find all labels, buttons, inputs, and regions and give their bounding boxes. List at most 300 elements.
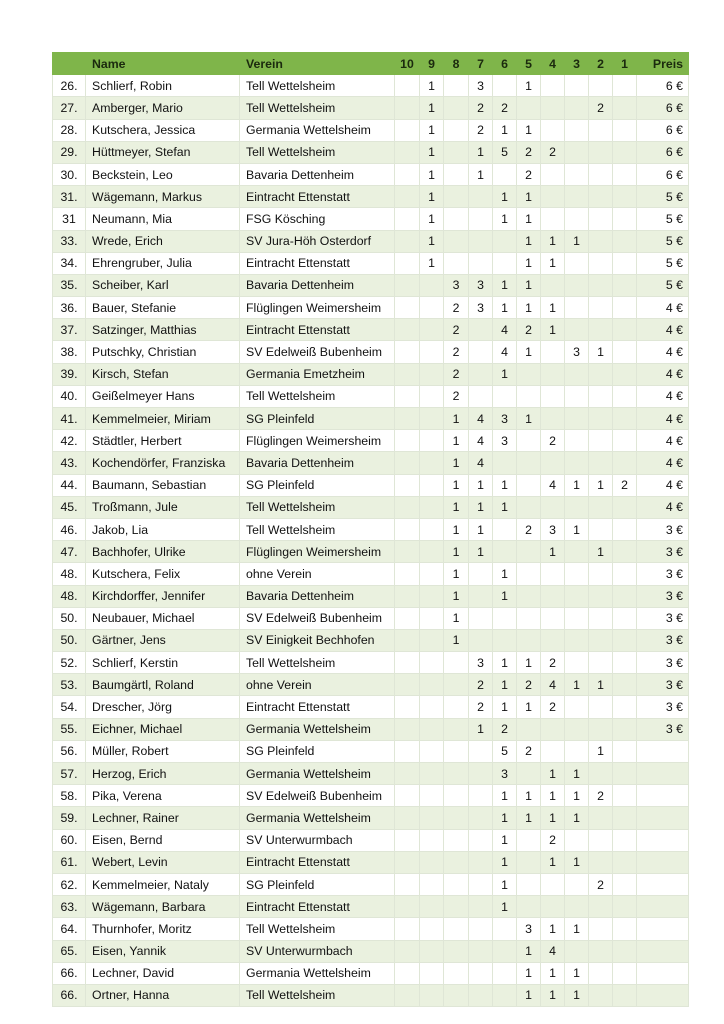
name-cell: Troßmann, Jule [86,496,240,518]
column-header: 9 [420,53,444,75]
table-row [53,629,689,651]
prize-cell [637,763,689,785]
prize-cell [637,851,689,873]
score-cell: 1 [444,408,469,430]
score-cell [420,541,444,563]
score-cell [517,718,541,740]
table-row [53,186,689,208]
score-cell [517,851,541,873]
score-cell [541,718,565,740]
table-row [53,607,689,629]
score-cell [395,230,420,252]
score-cell [541,75,565,97]
score-cell: 1 [541,297,565,319]
score-cell [517,452,541,474]
score-cell [589,696,613,718]
table-row [53,674,689,696]
rank-cell: 50. [53,607,86,629]
name-cell: Ortner, Hanna [86,984,240,1006]
score-cell [444,186,469,208]
score-cell [469,873,493,895]
score-cell [613,984,637,1006]
score-cell: 1 [589,341,613,363]
score-cell [613,563,637,585]
score-cell: 2 [517,141,541,163]
prize-cell [637,807,689,829]
score-cell [589,851,613,873]
score-cell [565,652,589,674]
score-cell: 5 [493,740,517,762]
score-cell [613,585,637,607]
score-cell [444,163,469,185]
score-cell: 2 [444,363,469,385]
prize-cell: 6 € [637,141,689,163]
prize-cell: 5 € [637,230,689,252]
score-cell [517,97,541,119]
score-cell: 1 [444,474,469,496]
club-cell: SG Pleinfeld [240,740,395,762]
score-cell: 2 [469,674,493,696]
club-cell: SV Einigkeit Bechhofen [240,629,395,651]
rank-cell: 43. [53,452,86,474]
score-cell: 1 [541,785,565,807]
score-cell [589,363,613,385]
score-cell: 1 [444,452,469,474]
table-row [53,763,689,785]
prize-cell: 4 € [637,319,689,341]
score-cell [589,408,613,430]
club-cell: Germania Emetzheim [240,363,395,385]
rank-cell: 38. [53,341,86,363]
rank-cell: 35. [53,274,86,296]
score-cell: 1 [469,518,493,540]
rank-cell: 50. [53,629,86,651]
score-cell [565,718,589,740]
name-cell: Drescher, Jörg [86,696,240,718]
score-cell: 1 [517,274,541,296]
score-cell: 1 [469,496,493,518]
score-cell: 2 [589,97,613,119]
rank-cell: 56. [53,740,86,762]
name-cell: Lechner, Rainer [86,807,240,829]
rank-cell: 33. [53,230,86,252]
name-cell: Kochendörfer, Franziska [86,452,240,474]
club-cell: Tell Wettelsheim [240,918,395,940]
score-cell [493,252,517,274]
column-header: 8 [444,53,469,75]
score-cell [444,807,469,829]
score-cell [589,297,613,319]
club-cell: Tell Wettelsheim [240,984,395,1006]
score-cell [613,851,637,873]
club-cell: Eintracht Ettenstatt [240,319,395,341]
rank-cell: 61. [53,851,86,873]
score-cell: 2 [541,696,565,718]
table-row [53,918,689,940]
score-cell: 1 [517,186,541,208]
score-cell [395,252,420,274]
prize-cell: 3 € [637,541,689,563]
score-cell: 1 [517,962,541,984]
club-cell: Tell Wettelsheim [240,75,395,97]
score-cell [589,274,613,296]
score-cell [613,785,637,807]
score-cell: 3 [469,75,493,97]
club-cell: Flüglingen Weimersheim [240,297,395,319]
name-cell: Pika, Verena [86,785,240,807]
prize-cell: 3 € [637,674,689,696]
score-cell: 4 [493,319,517,341]
score-cell [420,274,444,296]
score-cell [395,274,420,296]
name-cell: Eichner, Michael [86,718,240,740]
score-cell [420,873,444,895]
score-cell [420,629,444,651]
prize-cell: 3 € [637,696,689,718]
score-cell: 2 [444,319,469,341]
prize-cell [637,785,689,807]
table-row [53,962,689,984]
rank-cell: 36. [53,297,86,319]
score-cell [395,674,420,696]
score-cell [541,186,565,208]
score-cell [469,607,493,629]
score-cell [395,319,420,341]
score-cell [395,97,420,119]
score-cell: 1 [541,918,565,940]
score-cell: 1 [469,541,493,563]
score-cell [469,851,493,873]
score-cell: 1 [493,696,517,718]
score-cell: 1 [444,496,469,518]
score-cell [420,896,444,918]
table-row [53,252,689,274]
score-cell [395,408,420,430]
score-cell: 2 [541,141,565,163]
prize-cell [637,918,689,940]
table-row [53,851,689,873]
score-cell [589,918,613,940]
score-cell: 1 [493,785,517,807]
score-cell [565,629,589,651]
prize-cell [637,940,689,962]
club-cell: SV Unterwurmbach [240,940,395,962]
score-cell: 2 [517,674,541,696]
score-cell [395,75,420,97]
name-cell: Müller, Robert [86,740,240,762]
score-cell: 1 [420,97,444,119]
score-cell [541,408,565,430]
score-cell [420,319,444,341]
table-row [53,408,689,430]
prize-cell: 6 € [637,97,689,119]
club-cell: SG Pleinfeld [240,474,395,496]
score-cell [613,740,637,762]
score-cell [444,918,469,940]
column-header: Preis [637,53,689,75]
score-cell: 1 [565,763,589,785]
prize-cell: 5 € [637,252,689,274]
score-cell [565,452,589,474]
score-cell [420,385,444,407]
score-cell [589,652,613,674]
score-cell: 1 [420,252,444,274]
score-cell [395,474,420,496]
score-cell [420,829,444,851]
score-cell [613,896,637,918]
score-cell [493,629,517,651]
rank-cell: 30. [53,163,86,185]
score-cell [613,496,637,518]
prize-cell: 4 € [637,452,689,474]
score-cell [444,873,469,895]
score-cell [613,141,637,163]
score-cell [565,696,589,718]
score-cell [444,75,469,97]
rank-cell: 45. [53,496,86,518]
name-cell: Kirchdorffer, Jennifer [86,585,240,607]
rank-cell: 40. [53,385,86,407]
score-cell: 1 [493,873,517,895]
score-cell [589,186,613,208]
score-cell [420,563,444,585]
score-cell [541,452,565,474]
score-cell: 1 [493,851,517,873]
score-cell [395,341,420,363]
score-cell [565,274,589,296]
score-cell: 1 [541,541,565,563]
score-cell: 1 [517,785,541,807]
score-cell [589,962,613,984]
score-cell [420,496,444,518]
rank-cell: 54. [53,696,86,718]
score-cell: 1 [420,141,444,163]
score-cell [444,740,469,762]
score-cell [420,430,444,452]
score-cell [469,230,493,252]
score-cell [589,208,613,230]
score-cell: 1 [517,652,541,674]
score-cell [613,674,637,696]
score-cell: 1 [493,674,517,696]
score-cell [469,629,493,651]
name-cell: Putschky, Christian [86,341,240,363]
score-cell [565,297,589,319]
score-cell: 1 [565,807,589,829]
prize-cell: 3 € [637,629,689,651]
score-cell [589,430,613,452]
score-cell [395,918,420,940]
score-cell [613,75,637,97]
score-cell: 1 [420,163,444,185]
score-cell: 1 [565,851,589,873]
prize-cell: 4 € [637,408,689,430]
score-cell [613,274,637,296]
score-cell: 1 [493,274,517,296]
score-cell [589,629,613,651]
score-cell: 3 [493,408,517,430]
rank-cell: 59. [53,807,86,829]
table-row [53,696,689,718]
score-cell [541,341,565,363]
column-header: 10 [395,53,420,75]
score-cell: 3 [469,274,493,296]
score-cell [420,408,444,430]
score-cell [420,518,444,540]
score-cell [589,563,613,585]
score-cell [444,208,469,230]
score-cell [444,141,469,163]
score-cell [565,186,589,208]
score-cell: 1 [541,807,565,829]
header-row [53,53,689,75]
table-row [53,807,689,829]
prize-cell: 4 € [637,341,689,363]
score-cell [517,763,541,785]
score-cell [541,274,565,296]
club-cell: Tell Wettelsheim [240,97,395,119]
score-cell [613,807,637,829]
score-cell [493,962,517,984]
score-cell [613,363,637,385]
club-cell: Bavaria Dettenheim [240,585,395,607]
score-cell: 1 [469,718,493,740]
score-cell: 1 [517,252,541,274]
score-cell: 2 [444,341,469,363]
score-cell: 1 [541,962,565,984]
score-cell [613,97,637,119]
score-cell: 1 [565,230,589,252]
score-cell [589,385,613,407]
name-cell: Satzinger, Matthias [86,319,240,341]
score-cell [613,629,637,651]
score-cell [517,496,541,518]
score-cell: 3 [541,518,565,540]
score-cell [613,208,637,230]
club-cell: Eintracht Ettenstatt [240,696,395,718]
score-cell [565,496,589,518]
rank-cell: 63. [53,896,86,918]
prize-cell: 4 € [637,430,689,452]
score-cell [613,518,637,540]
score-cell [420,785,444,807]
score-cell: 1 [565,962,589,984]
score-cell [517,607,541,629]
score-cell: 1 [517,75,541,97]
rank-cell: 66. [53,962,86,984]
score-cell: 4 [541,674,565,696]
score-cell [565,385,589,407]
score-cell [420,341,444,363]
score-cell: 1 [517,341,541,363]
score-cell [493,607,517,629]
score-cell [395,896,420,918]
score-cell [565,829,589,851]
column-header [53,53,86,75]
score-cell [589,252,613,274]
score-cell: 1 [517,984,541,1006]
score-cell [395,718,420,740]
prize-cell: 4 € [637,474,689,496]
prize-cell [637,740,689,762]
score-cell [395,563,420,585]
score-cell [420,962,444,984]
club-cell: Tell Wettelsheim [240,385,395,407]
rank-cell: 52. [53,652,86,674]
score-cell [613,541,637,563]
rank-cell: 48. [53,585,86,607]
score-cell: 3 [565,341,589,363]
table-row [53,119,689,141]
prize-cell: 3 € [637,585,689,607]
score-cell [469,585,493,607]
score-cell: 1 [517,230,541,252]
rank-cell: 46. [53,518,86,540]
score-cell [589,585,613,607]
score-cell [565,119,589,141]
score-cell [589,718,613,740]
table-body [53,75,689,1007]
score-cell: 1 [493,297,517,319]
name-cell: Wägemann, Markus [86,186,240,208]
name-cell: Webert, Levin [86,851,240,873]
club-cell: FSG Kösching [240,208,395,230]
score-cell [395,496,420,518]
name-cell: Scheiber, Karl [86,274,240,296]
score-cell: 2 [493,97,517,119]
score-cell: 1 [541,319,565,341]
prize-cell: 6 € [637,119,689,141]
score-cell: 1 [565,518,589,540]
score-cell [565,163,589,185]
score-cell [469,940,493,962]
score-cell [565,97,589,119]
score-cell: 1 [541,851,565,873]
prize-cell: 3 € [637,718,689,740]
score-cell [469,896,493,918]
name-cell: Wrede, Erich [86,230,240,252]
score-cell: 2 [517,319,541,341]
score-cell: 1 [493,186,517,208]
score-cell [589,607,613,629]
score-cell [493,940,517,962]
score-cell [589,230,613,252]
score-cell: 2 [589,873,613,895]
score-cell [589,518,613,540]
prize-cell: 5 € [637,186,689,208]
rank-cell: 28. [53,119,86,141]
score-cell: 3 [469,652,493,674]
prize-cell [637,896,689,918]
score-cell: 1 [493,363,517,385]
score-cell: 2 [517,163,541,185]
prize-cell: 6 € [637,163,689,185]
name-cell: Kemmelmeier, Nataly [86,873,240,895]
column-header: 7 [469,53,493,75]
score-cell: 2 [517,518,541,540]
table-row [53,785,689,807]
score-cell [444,962,469,984]
score-cell: 2 [444,385,469,407]
score-cell [541,97,565,119]
prize-cell [637,984,689,1006]
score-cell [395,740,420,762]
score-cell [541,208,565,230]
score-cell: 1 [420,119,444,141]
name-cell: Gärtner, Jens [86,629,240,651]
score-cell: 2 [541,829,565,851]
score-cell [565,563,589,585]
